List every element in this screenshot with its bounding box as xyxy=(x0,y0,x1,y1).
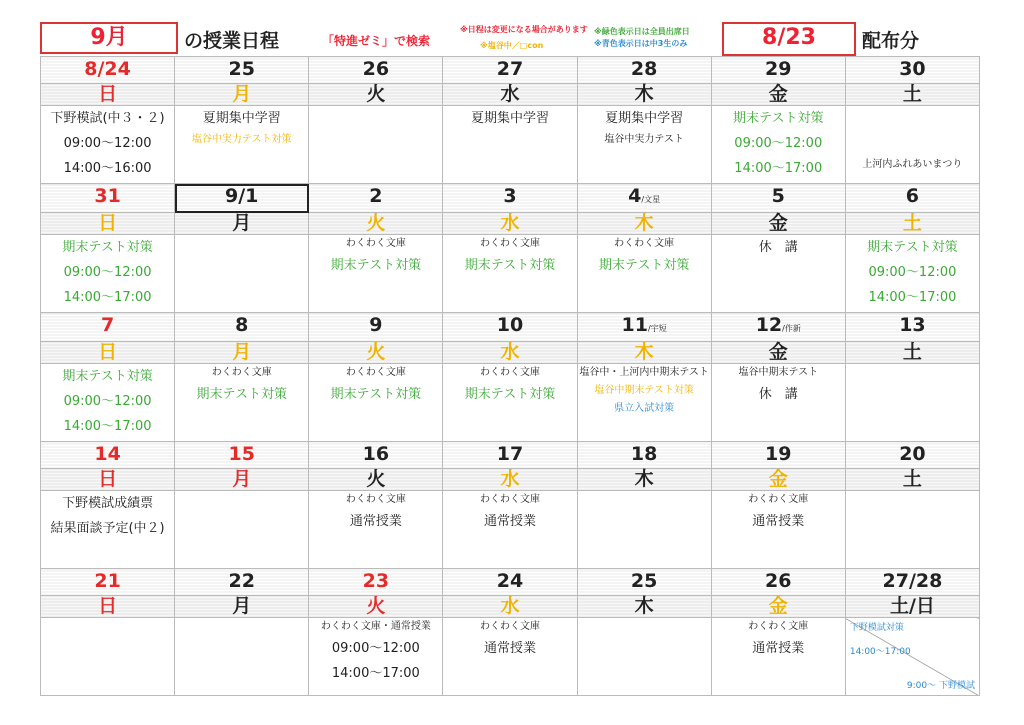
day-number xyxy=(309,184,443,213)
event-text: 期末テスト対策 xyxy=(464,387,556,402)
day-number xyxy=(577,569,711,596)
event-text: 塩谷中期末テスト xyxy=(738,367,819,378)
event-text: わくわく文庫 xyxy=(479,621,540,632)
event-text: 14:00～17:00 xyxy=(63,419,152,434)
day-number-text: 22 xyxy=(228,570,255,592)
weekday: 木 xyxy=(577,596,711,618)
event-text: 09:00～12:00 xyxy=(734,136,823,151)
day-number xyxy=(175,57,309,84)
day-events xyxy=(175,106,309,184)
weekday: 土 xyxy=(845,84,979,106)
day-events xyxy=(711,106,845,184)
day-number xyxy=(175,442,309,469)
event-text: わくわく文庫 xyxy=(479,367,540,378)
day-number xyxy=(309,569,443,596)
day-events xyxy=(845,364,979,442)
day-events xyxy=(41,364,175,442)
day-number-text: 7 xyxy=(100,314,115,336)
weekday: 火 xyxy=(309,596,443,618)
event-text: 塩谷中実力テスト対策 xyxy=(191,134,292,145)
day-number xyxy=(41,57,175,84)
distribution-date-box: 8/23 xyxy=(722,22,856,56)
event-text: 下野模試対策 xyxy=(849,623,904,633)
event-text: 期末テスト対策 xyxy=(598,258,690,273)
weekday: 木 xyxy=(577,84,711,106)
day-events xyxy=(577,106,711,184)
event-text: 休 講 xyxy=(758,240,798,255)
day-number xyxy=(41,313,175,342)
weekday: 月 xyxy=(175,342,309,364)
weekday: 月 xyxy=(175,596,309,618)
day-number xyxy=(175,313,309,342)
day-number-text: 18 xyxy=(630,443,658,465)
day-number xyxy=(577,184,711,213)
event-text: わくわく文庫 xyxy=(748,494,809,505)
weekday: 月 xyxy=(175,84,309,106)
event-text: 通常授業 xyxy=(752,514,805,529)
day-events xyxy=(309,235,443,313)
day-number xyxy=(711,569,845,596)
event-text: 塩谷中・上河内中期末テスト xyxy=(579,367,709,378)
event-text: 09:00～12:00 xyxy=(63,136,152,151)
event-text: 期末テスト対策 xyxy=(330,387,422,402)
day-number-text: 4 xyxy=(628,185,642,207)
day-number-text: 2 xyxy=(369,185,383,207)
day-number-text: 6 xyxy=(905,185,920,207)
day-number xyxy=(577,57,711,84)
event-text: 09:00～12:00 xyxy=(63,265,152,280)
weekday: 日 xyxy=(41,596,175,618)
day-number-text: 16 xyxy=(362,443,390,465)
weekday: 水 xyxy=(443,469,577,491)
day-number xyxy=(845,569,979,596)
event-text: 期末テスト対策 xyxy=(62,240,153,255)
weekday: 金 xyxy=(711,342,845,364)
event-text: 09:00～12:00 xyxy=(868,265,957,280)
day-events xyxy=(577,618,711,696)
day-events xyxy=(443,235,577,313)
event-text: わくわく文庫 xyxy=(479,238,540,249)
day-number-text: 9/1 xyxy=(225,185,259,207)
event-text: 14:00～17:00 xyxy=(734,161,823,176)
day-events xyxy=(711,491,845,569)
event-text: 09:00～12:00 xyxy=(331,641,420,656)
day-number-text: 26 xyxy=(765,570,792,592)
day-events xyxy=(175,618,309,696)
event-text xyxy=(846,131,979,156)
day-events xyxy=(711,235,845,313)
day-events xyxy=(845,618,979,696)
day-number-text: 17 xyxy=(496,443,524,465)
event-text: わくわく文庫 xyxy=(345,494,406,505)
day-number xyxy=(309,57,443,84)
day-events xyxy=(443,618,577,696)
weekday: 木 xyxy=(577,342,711,364)
event-text: 14:00～16:00 xyxy=(63,161,152,176)
day-number-text: 3 xyxy=(503,185,517,207)
weekday: 木 xyxy=(577,213,711,235)
weekday: 水 xyxy=(443,84,577,106)
event-text: 09:00～12:00 xyxy=(63,394,152,409)
weekday: 金 xyxy=(711,84,845,106)
event-text: わくわく文庫・通常授業 xyxy=(320,621,431,632)
weekday: 水 xyxy=(443,213,577,235)
weekday: 金 xyxy=(711,469,845,491)
day-number-text: 25 xyxy=(630,570,658,592)
event-text: 14:00～17:00 xyxy=(849,647,911,657)
day-number-text: 30 xyxy=(899,58,926,80)
day-number xyxy=(309,442,443,469)
day-number-text: 25 xyxy=(228,58,255,80)
day-number-text: 27/28 xyxy=(882,570,943,592)
event-text: 9:00～ 下野模試 xyxy=(906,681,975,691)
event-text: 夏期集中学習 xyxy=(605,111,684,126)
event-text: 期末テスト対策 xyxy=(62,369,153,384)
note-change: ※日程は変更になる場合があります xyxy=(460,25,588,34)
day-number-text: 20 xyxy=(899,443,926,465)
page-title: の授業日程 xyxy=(184,30,280,52)
event-text: 県立入試対策 xyxy=(614,403,675,414)
event-text: 14:00～17:00 xyxy=(331,666,420,681)
event-text: 塩谷中期末テスト対策 xyxy=(594,385,694,396)
weekday: 金 xyxy=(711,213,845,235)
day-number-text: 12 xyxy=(755,314,783,336)
day-number xyxy=(711,184,845,213)
day-number xyxy=(443,184,577,213)
weekday: 火 xyxy=(309,469,443,491)
day-note: /宇短 xyxy=(648,324,667,333)
day-number-text: 19 xyxy=(765,443,792,465)
day-number-text: 15 xyxy=(228,443,255,465)
day-events xyxy=(577,364,711,442)
day-events xyxy=(309,364,443,442)
event-text: 期末テスト対策 xyxy=(196,387,287,402)
day-number xyxy=(443,569,577,596)
day-number-text: 29 xyxy=(765,58,792,80)
day-events xyxy=(845,106,979,184)
event-text: 上河内ふれあいまつり xyxy=(862,159,963,170)
day-number-text: 13 xyxy=(899,314,926,336)
event-text: 期末テスト対策 xyxy=(733,111,824,126)
day-number-text: 5 xyxy=(771,185,785,207)
weekday: 木 xyxy=(577,469,711,491)
distribution-label: 配布分 xyxy=(862,30,920,52)
weekday: 日 xyxy=(41,342,175,364)
weekday: 水 xyxy=(443,596,577,618)
event-text: 下野模試(中３・２) xyxy=(50,111,165,126)
day-number xyxy=(577,313,711,342)
event-text: 塩谷中実力テスト xyxy=(604,134,684,145)
weekday: 日 xyxy=(41,213,175,235)
weekday: 火 xyxy=(309,213,443,235)
day-number xyxy=(845,442,979,469)
note-legend: ※塩谷中／□con xyxy=(480,41,544,50)
event-text: わくわく文庫 xyxy=(748,621,809,632)
search-hint: 「特進ゼミ」で検索 xyxy=(322,34,431,48)
schedule-calendar xyxy=(40,56,980,696)
day-number xyxy=(845,313,979,342)
day-events xyxy=(41,235,175,313)
day-events xyxy=(175,491,309,569)
day-number xyxy=(41,184,175,213)
event-text: 休 講 xyxy=(758,387,798,402)
event-text: 夏期集中学習 xyxy=(470,111,549,126)
note-blue: ※青色表示日は中3生のみ xyxy=(594,39,688,48)
day-events xyxy=(309,106,443,184)
day-number xyxy=(711,442,845,469)
day-number-text: 8 xyxy=(235,314,249,336)
day-note: /作新 xyxy=(782,324,801,333)
weekday: 火 xyxy=(309,84,443,106)
day-number-text: 21 xyxy=(94,570,121,592)
event-text: 期末テスト対策 xyxy=(867,240,958,255)
event-text: わくわく文庫 xyxy=(614,238,675,249)
day-events xyxy=(711,364,845,442)
day-number xyxy=(41,442,175,469)
day-events xyxy=(577,491,711,569)
day-events xyxy=(41,106,175,184)
weekday: 土 xyxy=(845,469,979,491)
day-events xyxy=(309,491,443,569)
day-events xyxy=(175,235,309,313)
day-number xyxy=(309,313,443,342)
weekday: 金 xyxy=(711,596,845,618)
weekday: 土 xyxy=(845,213,979,235)
event-text: わくわく文庫 xyxy=(479,494,540,505)
weekday: 土 xyxy=(845,342,979,364)
event-text: 通常授業 xyxy=(483,514,536,529)
day-number xyxy=(175,184,309,213)
day-events xyxy=(443,491,577,569)
weekday: 水 xyxy=(443,342,577,364)
day-note: /文星 xyxy=(641,195,661,204)
weekday: 月 xyxy=(175,213,309,235)
month-box: 9月 xyxy=(40,22,178,54)
day-number xyxy=(443,313,577,342)
day-events xyxy=(443,106,577,184)
event-text: 通常授業 xyxy=(483,641,536,656)
weekday: 火 xyxy=(309,342,443,364)
day-number xyxy=(175,569,309,596)
day-events xyxy=(443,364,577,442)
day-events xyxy=(711,618,845,696)
day-number xyxy=(711,57,845,84)
event-text: 結果面談予定(中２) xyxy=(50,521,165,536)
day-number-text: 31 xyxy=(94,185,121,207)
event-text: 期末テスト対策 xyxy=(464,258,556,273)
day-events xyxy=(175,364,309,442)
day-number-text: 26 xyxy=(362,58,390,80)
event-text: わくわく文庫 xyxy=(345,367,406,378)
day-number-text: 23 xyxy=(362,570,390,592)
day-number xyxy=(845,184,979,213)
day-events xyxy=(845,235,979,313)
weekday: 日 xyxy=(41,84,175,106)
event-text: 夏期集中学習 xyxy=(202,111,281,126)
day-number-text: 9 xyxy=(369,314,383,336)
weekday: 日 xyxy=(41,469,175,491)
day-events xyxy=(845,491,979,569)
event-text xyxy=(846,106,979,131)
day-number xyxy=(711,313,845,342)
day-number-text: 10 xyxy=(496,314,524,336)
event-text: 通常授業 xyxy=(349,514,402,529)
weekday: 土/日 xyxy=(845,596,979,618)
event-text: 期末テスト対策 xyxy=(330,258,422,273)
day-number-text: 8/24 xyxy=(84,58,131,80)
day-number xyxy=(845,57,979,84)
day-events xyxy=(577,235,711,313)
day-number-text: 24 xyxy=(496,570,524,592)
event-text: わくわく文庫 xyxy=(211,367,272,378)
event-text: わくわく文庫 xyxy=(345,238,406,249)
day-events xyxy=(41,491,175,569)
event-text: 14:00～17:00 xyxy=(868,290,957,305)
day-number xyxy=(443,57,577,84)
day-number xyxy=(41,569,175,596)
day-number-text: 11 xyxy=(621,314,648,336)
day-number xyxy=(577,442,711,469)
day-number xyxy=(443,442,577,469)
event-text: 通常授業 xyxy=(752,641,805,656)
day-number-text: 28 xyxy=(630,58,658,80)
note-green: ※緑色表示日は全員出席日 xyxy=(594,27,690,36)
weekday: 月 xyxy=(175,469,309,491)
day-events xyxy=(309,618,443,696)
event-text: 下野模試成績票 xyxy=(62,496,154,511)
day-events xyxy=(41,618,175,696)
day-number-text: 14 xyxy=(94,443,121,465)
event-text: 14:00～17:00 xyxy=(63,290,152,305)
header xyxy=(40,22,980,56)
day-number-text: 27 xyxy=(496,58,524,80)
